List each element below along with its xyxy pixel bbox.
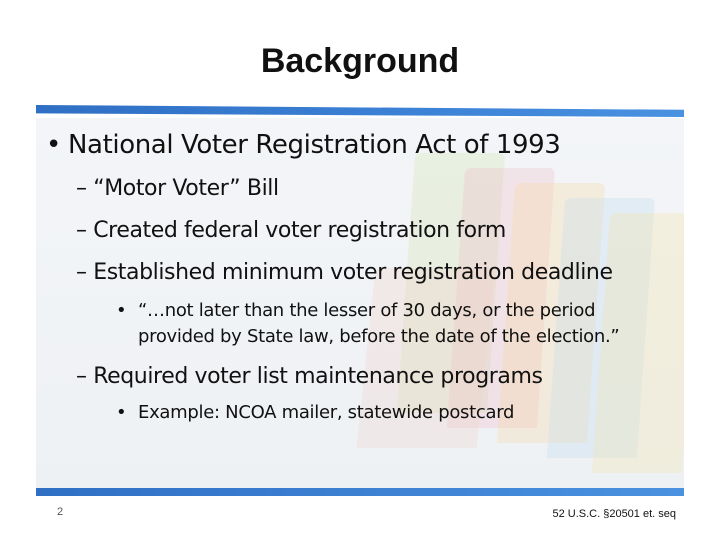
sub-bullet: – Created federal voter registration form: [76, 218, 506, 243]
bullet-list: [36, 118, 684, 488]
quote-text: “…not later than the lesser of 30 days, or the period provided by State law, before the date of the election.”: [138, 300, 620, 347]
quote-bullet: [116, 298, 676, 350]
bottom-accent-bar: [36, 488, 684, 496]
bullet-dot-icon: •: [116, 300, 127, 321]
top-accent-bar: [36, 105, 684, 117]
main-bullet-text: National Voter Registration Act of 1993: [68, 130, 561, 160]
sub-bullet: – Established minimum voter registration deadline: [76, 260, 613, 285]
bullet-dot-icon: •: [46, 130, 61, 160]
sub-bullet: – Required voter list maintenance programs: [76, 364, 543, 389]
main-bullet: [46, 130, 560, 160]
page-number: 2: [57, 506, 64, 518]
page-title: Background: [260, 42, 460, 80]
bullet-dot-icon: •: [116, 402, 127, 423]
example-text: Example: NCOA mailer, statewide postcard: [138, 402, 515, 423]
content-area: [36, 118, 684, 488]
citation: 52 U.S.C. §20501 et. seq: [552, 508, 676, 520]
example-bullet: [116, 400, 676, 426]
sub-bullet: – “Motor Voter” Bill: [76, 176, 279, 201]
